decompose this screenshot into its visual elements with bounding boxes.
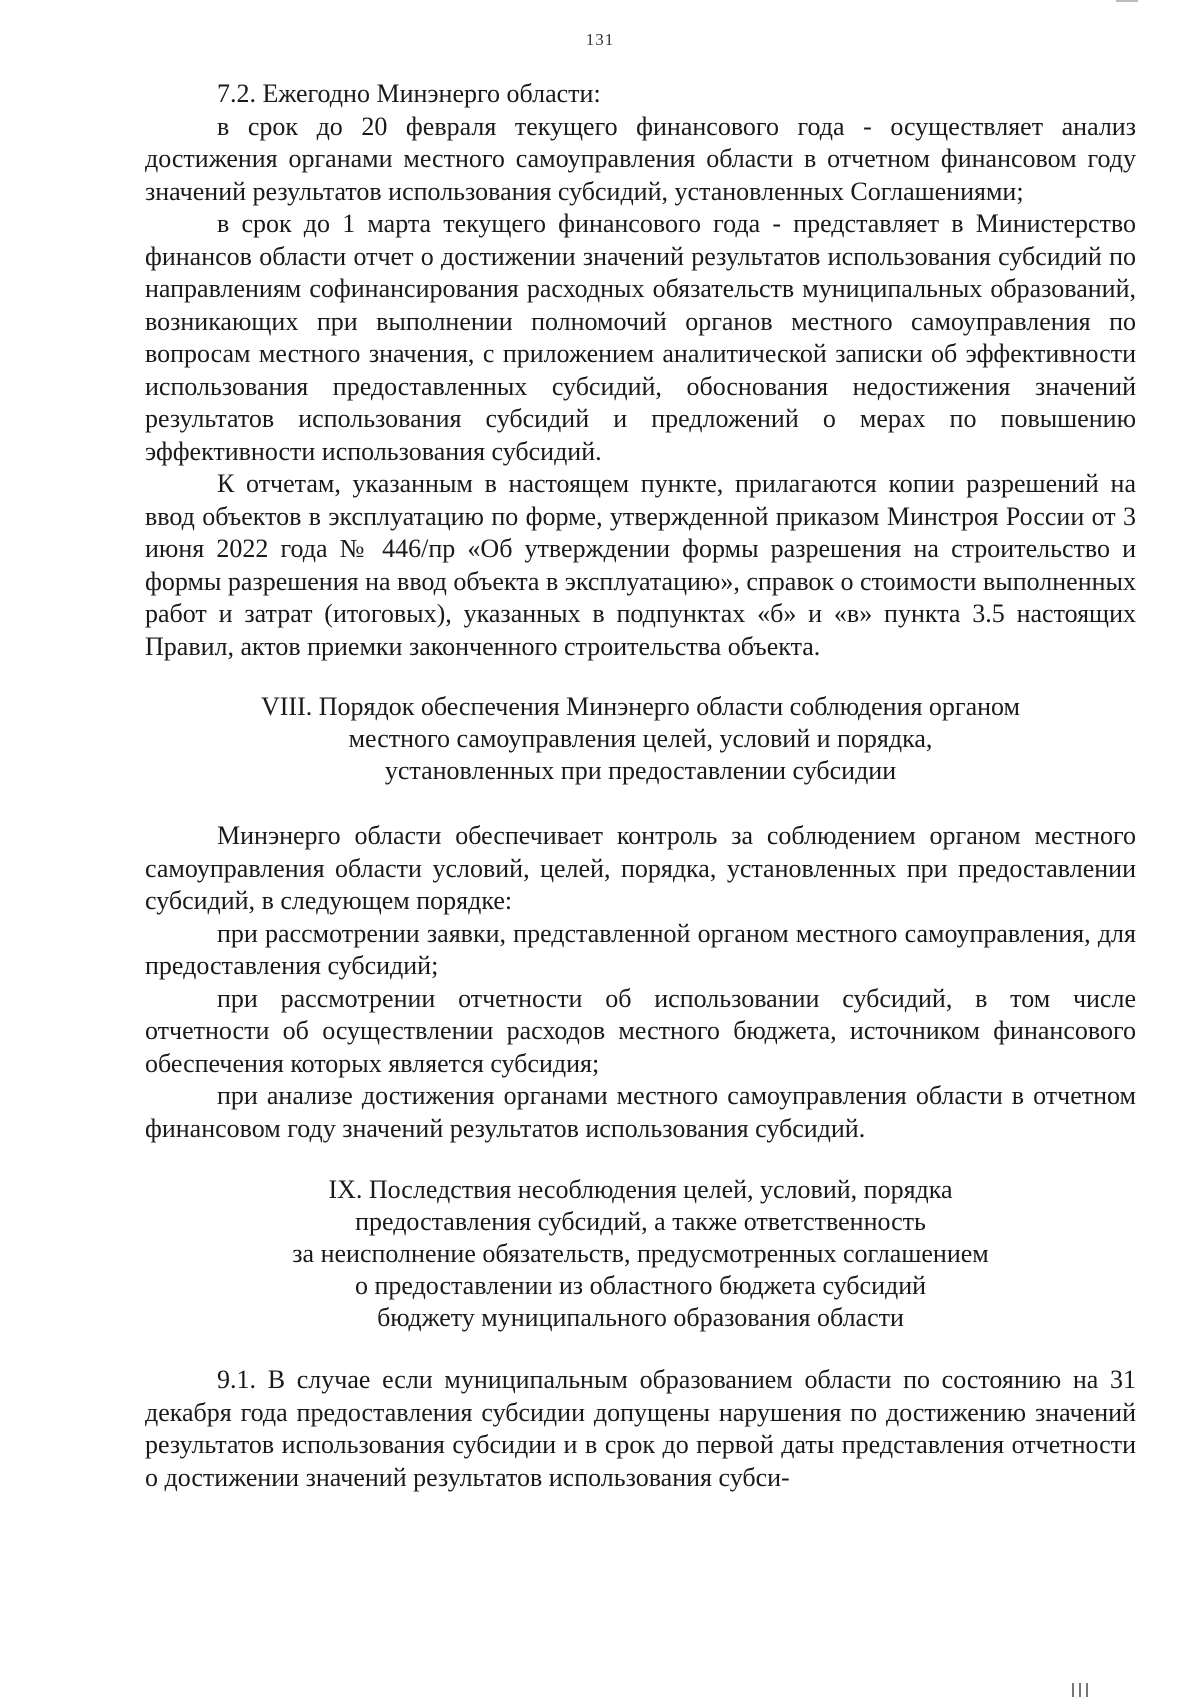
section-8-heading (145, 691, 1136, 787)
section-8 (145, 820, 1136, 1145)
scan-tick (1072, 1683, 1074, 1697)
section-9-heading-line: бюджету муниципального образования области (377, 1303, 904, 1332)
paragraph-7-2-intro: 7.2. Ежегодно Минэнерго области: (217, 79, 601, 108)
scan-tick (1086, 1683, 1088, 1697)
section-9-heading-line: за неисполнение обязательств, предусмотренных соглашением (292, 1239, 989, 1268)
section-7 (145, 78, 1136, 663)
section-8-heading-line: VIII. Порядок обеспечения Минэнерго области соблюдения органом (261, 692, 1020, 721)
page-number: 131 (585, 30, 615, 49)
section-8-heading-line: местного самоуправления целей, условий и порядка, (348, 724, 933, 753)
scan-mark-top (1116, 0, 1138, 2)
section-9-heading (145, 1174, 1136, 1334)
section-8-heading-line: установленных при предоставлении субсидии (384, 756, 897, 785)
paragraph-7-2-analysis: в срок до 20 февраля текущего финансового года - осуществляет анализ достижения органами местного самоуправления области в отчетном финансовом году значений результатов использования субсидий, установленных Соглашениями; (145, 111, 1136, 206)
document-body (145, 78, 1136, 1494)
paragraph-7-2-report: в срок до 1 марта текущего финансового года - представляет в Министерство финансов области отчет о достижении значений результатов использования субсидий по направлениям софинансирования расходных обязательств муниципальных образований, возникающих при выполнении полномочий органов местного самоуправления по вопросам местного значения, с приложением аналитической записки об эффективности использования предоставленных субсидий, обоснования недостижения значений результатов использования субсидий и предложений о мерах по повышению эффективности использования субсидий. (145, 209, 1136, 466)
paragraph-8-application: при рассмотрении заявки, представленной органом местного самоуправления, для предоставления субсидий; (145, 918, 1136, 980)
scan-mark-bottom (1072, 1683, 1120, 1697)
section-9-heading-line: предоставления субсидий, а также ответственность (355, 1207, 926, 1236)
scan-tick (1079, 1683, 1081, 1697)
section-9 (145, 1364, 1136, 1494)
paragraph-8-reporting: при рассмотрении отчетности об использовании субсидий, в том числе отчетности об осуществлении расходов местного бюджета, источником финансового обеспечения которых является субсидия; (145, 983, 1136, 1078)
paragraph-7-2-attachments: К отчетам, указанным в настоящем пункте, прилагаются копии разрешений на ввод объектов в эксплуатацию по форме, утвержденной приказом Минстроя России от 3 июня 2022 года № 446/пр «Об утверждении формы разрешения на строительство и формы разрешения на ввод объекта в эксплуатацию», справок о стоимости выполненных работ и затрат (итоговых), указанных в подпунктах «б» и «в» пункта 3.5 настоящих Правил, актов приемки законченного строительства объекта. (145, 469, 1136, 661)
section-9-heading-line: о предоставлении из областного бюджета субсидий (354, 1271, 927, 1300)
paragraph-8-control: Минэнерго области обеспечивает контроль за соблюдением органом местного самоуправления области условий, целей, порядка, установленных при предоставлении субсидий, в следующем порядке: (145, 821, 1136, 915)
section-9-heading-line: IX. Последствия несоблюдения целей, условий, порядка (328, 1175, 953, 1204)
paragraph-8-analysis: при анализе достижения органами местного самоуправления области в отчетном финансовом году значений результатов использования субсидий. (145, 1081, 1136, 1143)
paragraph-9-1: 9.1. В случае если муниципальным образованием области по состоянию на 31 декабря года предоставления субсидии допущены нарушения по достижению значений результатов использования субсидии и в срок до первой даты представления отчетности о достижении значений результатов использования субси- (145, 1365, 1136, 1492)
